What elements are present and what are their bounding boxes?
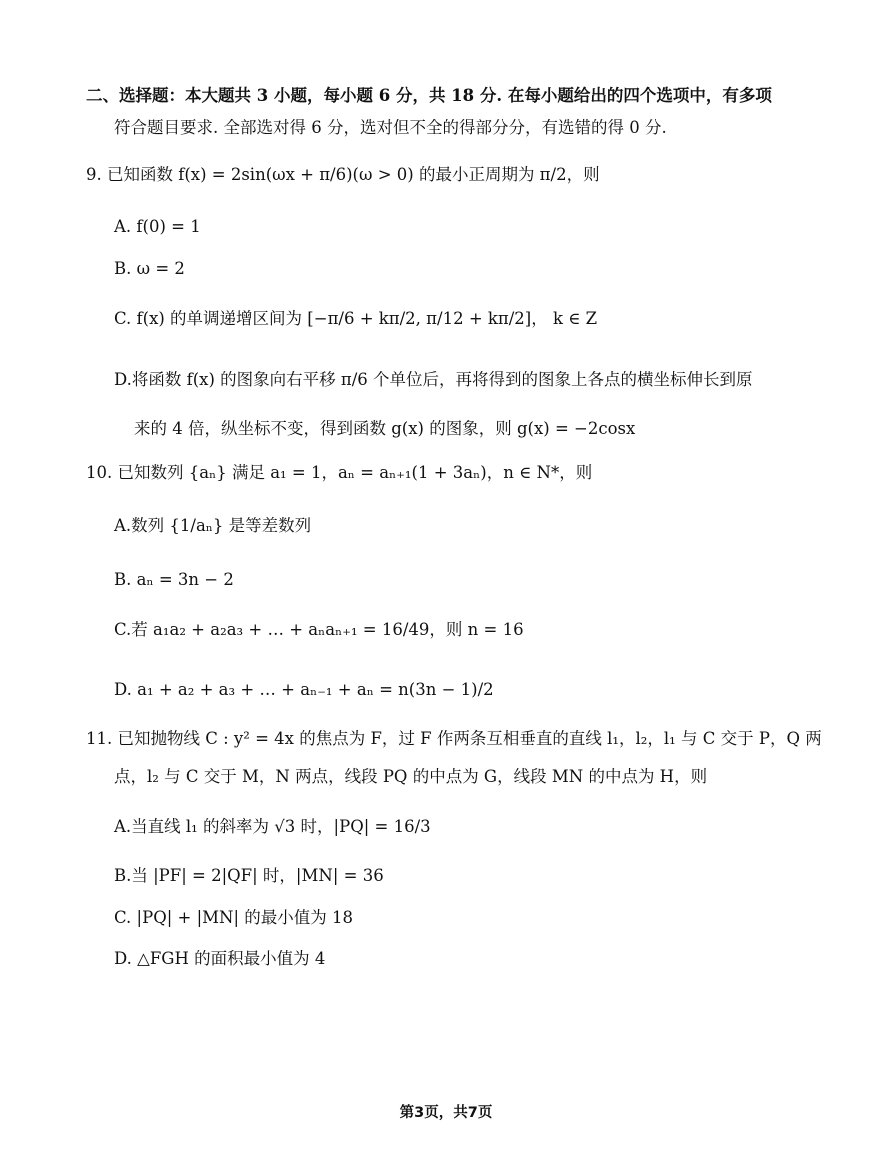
question-11-stem-cont: 点，l₂ 与 C 交于 M，N 两点，线段 PQ 的中点为 G，线段 MN 的中点为 H，则	[114, 767, 708, 786]
question-10-stem: 10. 已知数列 {aₙ} 满足 a₁ = 1，aₙ = aₙ₊₁(1 + 3aₙ)，n ∈ N*，则	[86, 463, 593, 482]
q11-option-c: C. |PQ| + |MN| 的最小值为 18	[114, 908, 354, 927]
q9-option-b: B. ω = 2	[114, 259, 185, 278]
q9-option-a: A. f(0) = 1	[114, 217, 201, 236]
q10-option-b: B. aₙ = 3n − 2	[114, 570, 234, 589]
q11-option-b: B.当 |PF| = 2|QF| 时，|MN| = 36	[114, 866, 384, 885]
section-header-cont: 符合题目要求. 全部选对得 6 分，选对但不全的得部分分，有选错的得 0 分.	[114, 118, 667, 137]
question-9-stem: 9. 已知函数 f(x) = 2sin(ωx + π/6)(ω > 0) 的最小正周期为 π/2，则	[86, 165, 600, 184]
section-header: 二、选择题：本大题共 3 小题，每小题 6 分，共 18 分. 在每小题给出的四个选项中，有多项	[86, 86, 772, 105]
question-11-stem: 11. 已知抛物线 C : y² = 4x 的焦点为 F，过 F 作两条互相垂直的直线 l₁，l₂，l₁ 与 C 交于 P，Q 两	[86, 729, 822, 748]
q9-option-d: D.将函数 f(x) 的图象向右平移 π/6 个单位后，再将得到的图象上各点的横坐标伸长到原	[114, 370, 753, 389]
q11-option-d: D. △FGH 的面积最小值为 4	[114, 949, 326, 968]
q10-option-a: A.数列 {1/aₙ} 是等差数列	[114, 516, 312, 535]
q11-option-a: A.当直线 l₁ 的斜率为 √3 时，|PQ| = 16/3	[114, 817, 431, 836]
q10-option-d: D. a₁ + a₂ + a₃ + … + aₙ₋₁ + aₙ = n(3n − 1)/2	[114, 680, 494, 699]
page-number-footer: 第3页，共7页	[399, 1105, 493, 1121]
q9-option-d-cont: 来的 4 倍，纵坐标不变，得到函数 g(x) 的图象，则 g(x) = −2cosx	[134, 419, 636, 438]
q9-option-c: C. f(x) 的单调递增区间为 [−π/6 + kπ/2, π/12 + kπ/2]， k ∈ Z	[114, 309, 598, 328]
q10-option-c: C.若 a₁a₂ + a₂a₃ + … + aₙaₙ₊₁ = 16/49，则 n = 16	[114, 620, 524, 639]
